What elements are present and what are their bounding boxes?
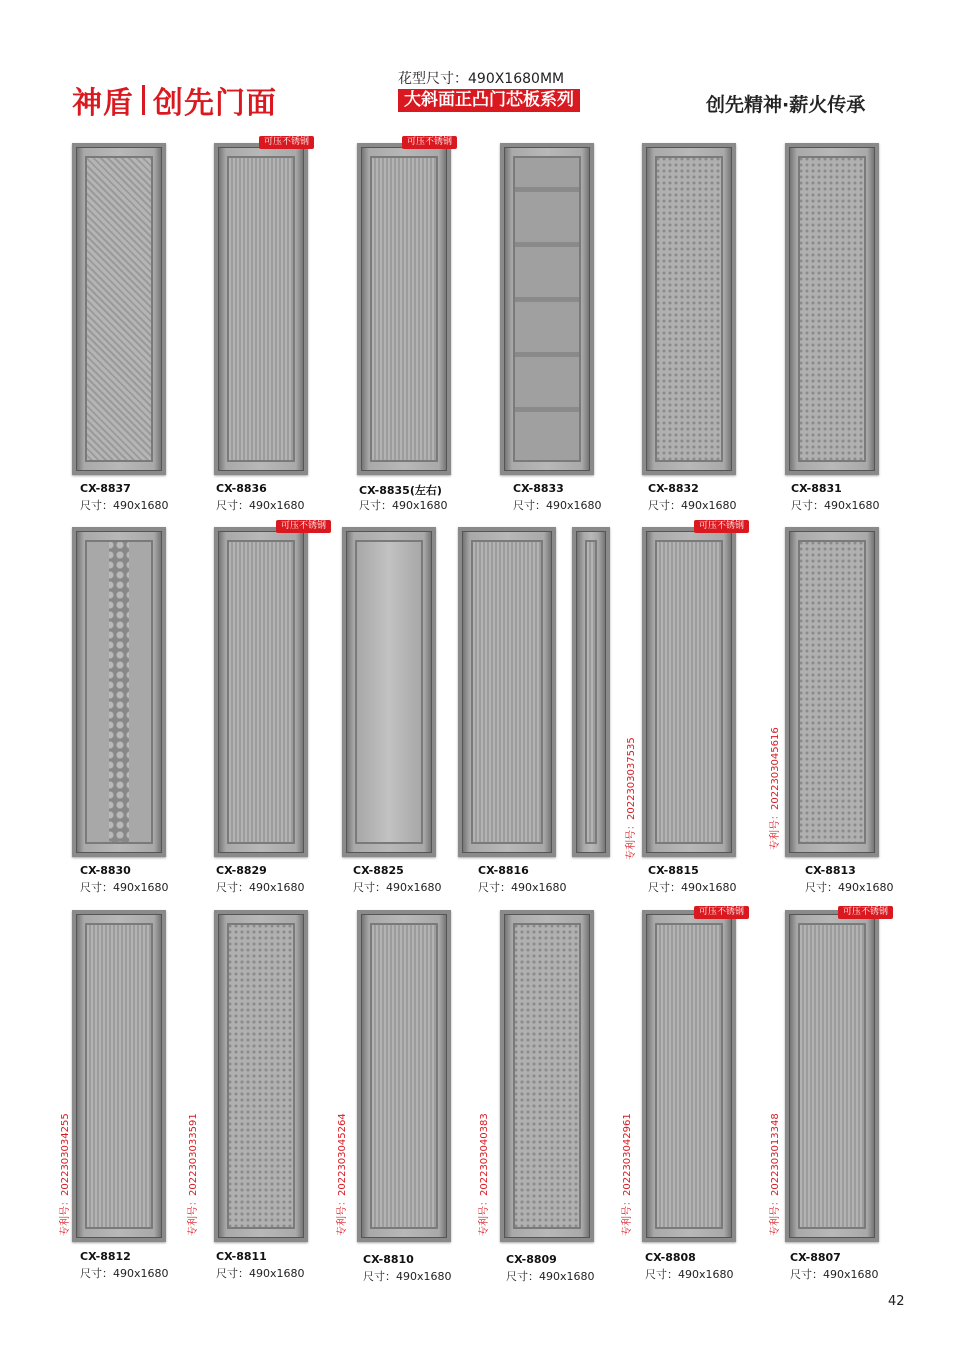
- panel-size: 尺寸：490x1680: [513, 499, 602, 512]
- panel-cx-8832: [642, 143, 736, 475]
- patent-number: 专利号：2022303033591: [188, 1113, 199, 1236]
- panel-cx-8837: [72, 143, 166, 475]
- panel-size: 尺寸：490x1680: [80, 1267, 169, 1280]
- panel-code: CX-8833: [513, 482, 564, 495]
- panel-cx-8816-side: [572, 527, 610, 857]
- panel-size: 尺寸：490x1680: [790, 1268, 879, 1281]
- panel-size: 尺寸：490x1680: [216, 881, 305, 894]
- panel-code: CX-8811: [216, 1250, 267, 1263]
- panel-code: CX-8813: [805, 864, 856, 877]
- panel-size: 尺寸：490x1680: [805, 881, 894, 894]
- brand-name-chuangxian: 创先门面: [153, 86, 277, 121]
- panel-size: 尺寸：490x1680: [363, 1270, 452, 1283]
- panel-code: CX-8816: [478, 864, 529, 877]
- panel-code: CX-8808: [645, 1251, 696, 1264]
- panel-code: CX-8831: [791, 482, 842, 495]
- stainless-badge: 可压不锈钢: [402, 136, 457, 149]
- panel-cx-8825: [342, 527, 436, 857]
- brand-name-shendun: 神盾: [72, 86, 134, 121]
- panel-cx-8831: [785, 143, 879, 475]
- panel-cx-8833: [500, 143, 594, 475]
- panel-code: CX-8812: [80, 1250, 131, 1263]
- panel-code: CX-8835(左右): [359, 484, 442, 497]
- panel-code: CX-8832: [648, 482, 699, 495]
- patent-number: 专利号：2022303045264: [337, 1113, 348, 1236]
- panel-size: 尺寸：490x1680: [80, 881, 169, 894]
- panel-cx-8829: [214, 527, 308, 857]
- panel-code: CX-8837: [80, 482, 131, 495]
- stainless-badge: 可压不锈钢: [276, 520, 331, 533]
- panel-code: CX-8829: [216, 864, 267, 877]
- panel-size: 尺寸：490x1680: [506, 1270, 595, 1283]
- panel-code: CX-8809: [506, 1253, 557, 1266]
- panel-cx-8815: [642, 527, 736, 857]
- stainless-badge: 可压不锈钢: [838, 906, 893, 919]
- panel-cx-8813: [785, 527, 879, 857]
- panel-cx-8812: [72, 910, 166, 1242]
- panel-cx-8809: [500, 910, 594, 1242]
- panel-size: 尺寸：490x1680: [359, 499, 448, 512]
- panel-cx-8808: [642, 910, 736, 1242]
- panel-cx-8810: [357, 910, 451, 1242]
- series-title: 大斜面正凸门芯板系列: [398, 89, 580, 112]
- panel-size: 尺寸：490x1680: [216, 499, 305, 512]
- patent-number: 专利号：2022303042961: [622, 1113, 633, 1236]
- panel-size: 尺寸：490x1680: [648, 499, 737, 512]
- brand-divider: [142, 85, 145, 115]
- panel-cx-8811: [214, 910, 308, 1242]
- pattern-size-spec: 花型尺寸：490X1680MM: [398, 71, 565, 87]
- patent-number: 专利号：2022303013348: [770, 1113, 781, 1236]
- patent-number: 专利号：2022303037535: [626, 737, 637, 860]
- patent-number: 专利号：2022303040383: [479, 1113, 490, 1236]
- page-number: 42: [888, 1294, 905, 1309]
- panel-code: CX-8815: [648, 864, 699, 877]
- stainless-badge: 可压不锈钢: [694, 520, 749, 533]
- stainless-badge: 可压不锈钢: [694, 906, 749, 919]
- panel-cx-8836: [214, 143, 308, 475]
- panel-cx-8807: [785, 910, 879, 1242]
- panel-size: 尺寸：490x1680: [648, 881, 737, 894]
- panel-cx-8816: [458, 527, 556, 857]
- panel-cx-8835: [357, 143, 451, 475]
- panel-size: 尺寸：490x1680: [216, 1267, 305, 1280]
- patent-number: 专利号：2022303045616: [770, 727, 781, 850]
- panel-size: 尺寸：490x1680: [645, 1268, 734, 1281]
- panel-size: 尺寸：490x1680: [353, 881, 442, 894]
- panel-cx-8830: [72, 527, 166, 857]
- panel-size: 尺寸：490x1680: [791, 499, 880, 512]
- panel-code: CX-8830: [80, 864, 131, 877]
- panel-size: 尺寸：490x1680: [80, 499, 169, 512]
- panel-code: CX-8836: [216, 482, 267, 495]
- panel-code: CX-8825: [353, 864, 404, 877]
- brand-logo: [72, 80, 277, 120]
- patent-number: 专利号：2022303034255: [60, 1113, 71, 1236]
- panel-code: CX-8810: [363, 1253, 414, 1266]
- panel-size: 尺寸：490x1680: [478, 881, 567, 894]
- stainless-badge: 可压不锈钢: [259, 136, 314, 149]
- panel-code: CX-8807: [790, 1251, 841, 1264]
- slogan: 创先精神·薪火传承: [706, 94, 866, 116]
